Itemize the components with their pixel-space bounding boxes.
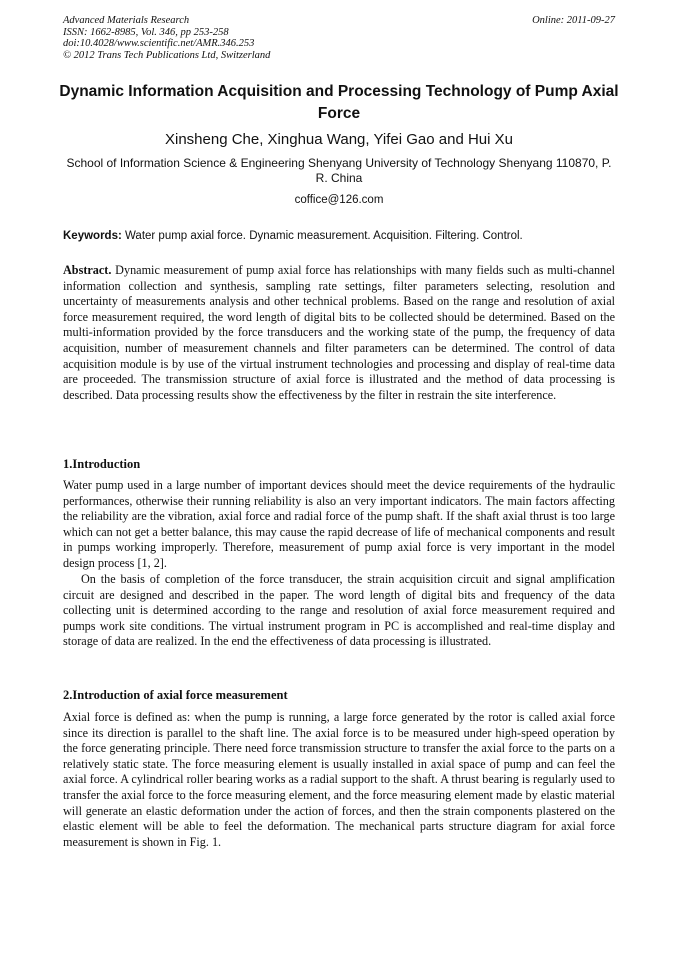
keywords-text: Water pump axial force. Dynamic measurement. Acquisition. Filtering. Control. [121, 230, 523, 242]
keywords-label: Keywords: [63, 230, 122, 242]
abstract-label: Abstract. [63, 263, 112, 277]
axial-force-paragraph: Axial force is defined as: when the pump is running, a large force generated by the rotor is called axial force since its direction is parallel to the shaft line. The axial force is to be measured under high-speed operation by the force generating principle. There need force transmission structure to transfer the axial force to the parts on a relatively static state. The force measuring element is usually installed in axial space of pump and can feel the axial force. A cylindrical roller bearing works as a radial support to the shaft. A thrust bearing is regularly used to transfer the axial force to the force measuring element, and the force measuring element made by elastic material will generate an elastic deformation under the action of forces, and then the strain components plastered on the elastic element will be able to feel the deformation. The mechanical parts structure diagram for axial force measurement is shown in Fig. 1. [63, 710, 615, 849]
affiliation: School of Information Science & Engineering Shenyang University of Technology Shenyang 110870, P. R. China [66, 156, 612, 185]
paper-title: Dynamic Information Acquisition and Processing Technology of Pump Axial Force [59, 83, 619, 122]
journal-name: Advanced Materials Research [63, 15, 190, 26]
intro-paragraph-1: Water pump used in a large number of important devices should meet the device requirements of the hydraulic performances, otherwise their running reliability is also an very important indicators. The main factors affecting the reliability are the vibration, axial force and radial force of the pump shaft. If the shaft axial thrust is too large which can not get a better balance, this may cause the rapid decrease of life of mechanical components and result in pumps working improperly. Therefore, measurement of pump axial force is very important in the model design process [1, 2]. [63, 478, 615, 570]
online-date: Online: 2011-09-27 [532, 15, 615, 26]
journal-header [63, 15, 615, 61]
author-list: Xinsheng Che, Xinghua Wang, Yifei Gao and Hui Xu [164, 131, 513, 148]
keywords [63, 229, 615, 243]
doi-line: doi:10.4028/www.scientific.net/AMR.346.253 [63, 38, 255, 49]
section-heading-introduction: 1.Introduction [63, 457, 141, 471]
copyright-line: © 2012 Trans Tech Publications Ltd, Switzerland [63, 49, 271, 61]
contact-email: coffice@126.com [294, 194, 384, 206]
intro-paragraph-2: On the basis of completion of the force transducer, the strain acquisition circuit and signal amplification circuit are designed and described in the paper. The word length of digital bits and frequency of the data collecting unit is determined according to the range and resolution of axial force measurement required and pumps work site conditions. The virtual instrument program in PC is accomplished and real-time display and storage of data are realized. In the end the effectiveness of data processing is illustrated. [63, 572, 615, 649]
abstract-text: Dynamic measurement of pump axial force has relationships with many fields such as multi-channel information collection and synthesis, sampling rate settings, filter parameters selecting, resolution and uncertainty of measurements analysis and other technical problems. Based on the range and resolution of axial force measurement required, the word length of digital bits to be collected should be determined. Based on the multi-information provided by the force transducers and the working state of the pump, the frequency of data acquisition, number of measurement channels and filter parameters can be determined. The control of data acquisition module is by use of the virtual instrument technologies and processing and display of real-time data are proceeded. The transmission structure of axial force is illustrated and the method of data processing is described. Data processing results show the effectiveness by the filter in restrain the site interference. [63, 263, 615, 402]
issn-line: ISSN: 1662-8985, Vol. 346, pp 253-258 [63, 26, 229, 38]
section-heading-axial-force: 2.Introduction of axial force measurement [63, 688, 288, 702]
abstract [63, 263, 615, 403]
